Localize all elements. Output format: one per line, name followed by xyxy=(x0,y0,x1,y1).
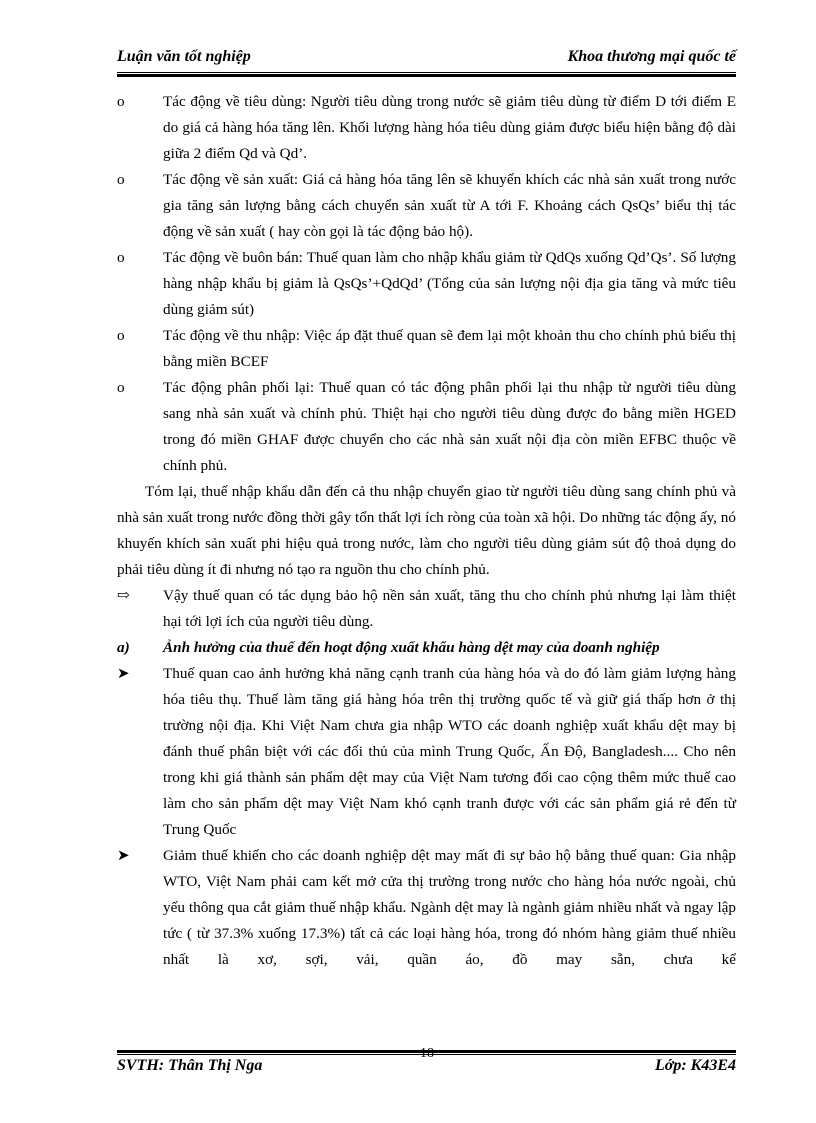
header-rule-thick xyxy=(117,74,736,77)
bullet-text: Tác động về buôn bán: Thuế quan làm cho nhập khẩu giảm từ QdQs xuống Qd’Qs’. Số lượng hàng nhập khẩu bị giảm là QsQs’+QdQd’ (Tổng của sản lượng nội địa gia tăng và mức tiêu dùng giảm sút) xyxy=(163,249,736,318)
bullet-trade xyxy=(117,245,736,323)
page-header xyxy=(117,46,736,72)
section-heading-label: a) xyxy=(117,639,130,656)
summary-paragraph: Tóm lại, thuế nhập khẩu dẫn đến cả thu nhập chuyển giao từ người tiêu dùng sang chính phủ và nhà sản xuất trong nước đồng thời gây tổn thất lợi ích ròng của toàn xã hội. Do những tác động ấy, nó khuyến khích sản xuất phi hiệu quả trong nước, làm cho người tiêu dùng giảm sút độ thoả dụng do phải tiêu dùng ít đi nhưng nó tạo ra nguồn thu cho chính phủ. xyxy=(117,483,736,578)
section-heading-text: Ảnh hưởng của thuế đến hoạt động xuất khẩu hàng dệt may của doanh nghiệp xyxy=(163,639,660,656)
bullet-text: Tác động về tiêu dùng: Người tiêu dùng trong nước sẽ giảm tiêu dùng từ điểm D tới điểm E do giá cả hàng hóa tăng lên. Khối lượng hàng hóa tiêu dùng giảm được biểu hiện bằng độ dài giữa 2 điểm Qd và Qd’. xyxy=(163,93,736,162)
bullet-production xyxy=(117,167,736,245)
bullet-text: Tác động về thu nhập: Việc áp đặt thuế quan sẽ đem lại một khoản thu cho chính phủ biểu thị bằng miền BCEF xyxy=(163,327,736,370)
bullet-tariff-cut xyxy=(117,843,736,973)
bullet-consumption xyxy=(117,89,736,167)
circle-bullet-icon: o xyxy=(117,249,125,266)
conclusion-text: Vậy thuế quan có tác dụng bảo hộ nền sản xuất, tăng thu cho chính phủ nhưng lại làm thiệt hại tới lợi ích của người tiêu dùng. xyxy=(163,587,736,630)
triangle-bullet-icon: ➤ xyxy=(117,665,130,682)
header-left: Luận văn tốt nghiệp xyxy=(117,48,251,65)
conclusion-paragraph xyxy=(117,583,736,635)
header-right: Khoa thương mại quốc tế xyxy=(567,48,736,65)
bullet-redistribution xyxy=(117,375,736,479)
circle-bullet-icon: o xyxy=(117,171,125,188)
bullet-text: Thuế quan cao ảnh hưởng khả năng cạnh tranh của hàng hóa và do đó làm giảm lượng hàng hóa tiêu thụ. Thuế làm tăng giá hàng hóa trên thị trường quốc tế và giữ giá thấp hơn ở thị trường nội địa. Khi Việt Nam chưa gia nhập WTO các doanh nghiệp xuất khẩu dệt may bị đánh thuế phân biệt với các đối thủ của mình Trung Quốc, Ấn Độ, Bangladesh.... Cho nên trong khi giá thành sản phẩm dệt may của Việt Nam tương đối cao cộng thêm mức thuế cao làm cho sản phẩm dệt may Việt Nam khó cạnh tranh được với các sản phẩm giá rẻ đến từ Trung Quốc xyxy=(163,665,736,838)
page-body xyxy=(117,89,736,973)
bullet-text: Giảm thuế khiến cho các doanh nghiệp dệt may mất đi sự bảo hộ bằng thuế quan: Gia nhập WTO, Việt Nam phải cam kết mở cửa thị trường trong nước cho hàng hóa nước ngoài, chủ yếu thông qua cắt giảm thuế nhập khẩu. Ngành dệt may là ngành giảm nhiều nhất và ngay lập tức ( từ 37.3% xuống 17.3%) tất cả các loại hàng hóa, trong đó nhóm hàng giảm thuế nhiều nhất là xơ, sợi, vải, quần áo, đồ may sẵn, chưa kể xyxy=(163,847,736,968)
page-footer xyxy=(117,1055,736,1079)
circle-bullet-icon: o xyxy=(117,327,125,344)
triangle-bullet-icon: ➤ xyxy=(117,847,130,864)
circle-bullet-icon: o xyxy=(117,379,125,396)
circle-bullet-icon: o xyxy=(117,93,125,110)
footer-author: SVTH: Thân Thị Nga xyxy=(117,1057,263,1074)
bullet-high-tariff xyxy=(117,661,736,843)
arrow-right-icon: ⇨ xyxy=(117,587,130,604)
header-rule-thin xyxy=(117,72,736,73)
page-number: 18 xyxy=(420,1046,434,1061)
footer-class: Lớp: K43E4 xyxy=(654,1057,736,1074)
section-heading xyxy=(117,635,736,661)
bullet-text: Tác động về sản xuất: Giá cả hàng hóa tăng lên sẽ khuyến khích các nhà sản xuất trong nước gia tăng sản lượng bằng cách chuyển sản xuất từ A tới F. Khoảng cách QsQs’ biểu thị tác động về sản xuất ( hay còn gọi là tác động bảo hộ). xyxy=(163,171,736,240)
bullet-revenue xyxy=(117,323,736,375)
bullet-text: Tác động phân phối lại: Thuế quan có tác động phân phối lại thu nhập từ người tiêu dùng sang nhà sản xuất và chính phủ. Thiệt hại cho người tiêu dùng được đo bằng miền HGED trong đó miền GHAF được chuyển cho các nhà sản xuất nội địa còn miền EFBC thuộc về chính phủ. xyxy=(163,379,736,474)
